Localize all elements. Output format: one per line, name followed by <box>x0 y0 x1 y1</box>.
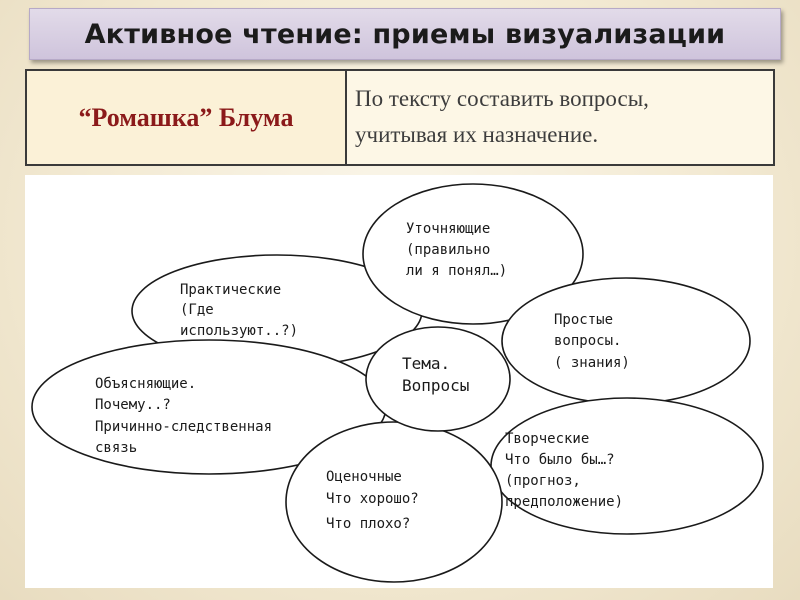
petal-simple-line-3: ( знания) <box>554 355 630 371</box>
method-description-cell <box>347 71 773 164</box>
center-line-1: Тема. <box>402 354 451 373</box>
chamomile-svg <box>25 175 773 588</box>
petal-simple-line-2: вопросы. <box>554 333 622 349</box>
method-table <box>25 69 775 166</box>
method-description-line-1: По тексту составить вопросы, <box>355 86 649 111</box>
petal-evaluative-line-1: Оценочные <box>326 469 402 485</box>
petal-evaluative <box>286 422 502 582</box>
petal-clarifying-line-3: ли я понял…) <box>406 263 508 279</box>
method-name-cell <box>27 71 347 164</box>
method-description-line-2: учитывая их назначение. <box>355 122 599 147</box>
petal-evaluative-line-2: Что хорошо? <box>326 491 419 507</box>
petal-practical-line-3: используют..?) <box>180 323 299 339</box>
petal-explanatory-line-4: связь <box>95 440 138 456</box>
petal-clarifying-line-1: Уточняющие <box>406 221 491 237</box>
petal-simple-line-1: Простые <box>554 312 614 328</box>
chamomile-center <box>366 327 510 431</box>
petal-creative-line-2: Что было бы…? <box>505 452 615 468</box>
method-name: “Ромашка” Блума <box>78 102 294 132</box>
petal-practical-line-1: Практические <box>180 282 282 298</box>
petal-creative <box>491 398 763 534</box>
page-title: Активное чтение: приемы визуализации <box>84 18 726 50</box>
petal-simple <box>502 278 750 404</box>
petal-explanatory-line-3: Причинно-следственная <box>95 419 273 435</box>
petal-creative-line-1: Творческие <box>505 431 590 447</box>
petal-explanatory-line-1: Объясняющие. <box>95 376 197 392</box>
petal-simple-shape <box>502 278 750 404</box>
petal-practical-line-2: (Где <box>180 302 214 318</box>
center-line-2: Вопросы <box>402 376 470 395</box>
title-bar <box>29 8 781 60</box>
petal-evaluative-line-3: Что плохо? <box>326 516 411 532</box>
petal-creative-line-3: (прогноз, <box>505 473 581 489</box>
petal-creative-line-4: предположение) <box>505 494 624 510</box>
petal-explanatory-line-2: Почему..? <box>95 397 171 413</box>
bloom-chamomile-diagram <box>25 175 773 588</box>
petal-clarifying-line-2: (правильно <box>406 242 491 258</box>
